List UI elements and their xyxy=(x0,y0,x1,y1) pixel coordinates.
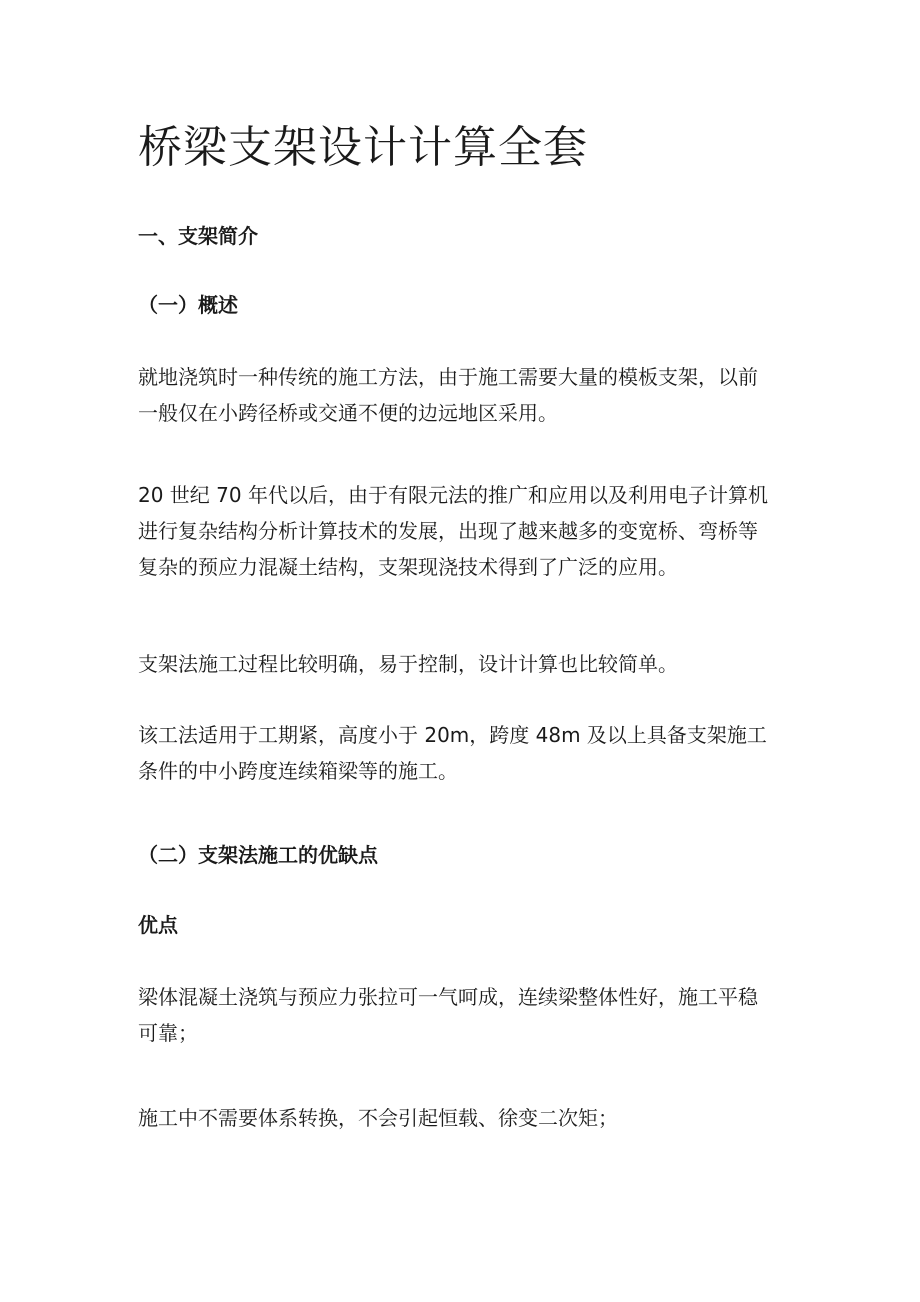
overview-paragraph-4 xyxy=(138,717,783,789)
advantage-item-2 xyxy=(138,1100,783,1136)
text-line: 一般仅在小跨径桥或交通不便的边远地区采用。 xyxy=(138,401,558,425)
overview-paragraph-1 xyxy=(138,359,783,431)
text-line: 进行复杂结构分析计算技术的发展，出现了越来越多的变宽桥、弯桥等 xyxy=(138,519,758,543)
overview-paragraph-2 xyxy=(138,477,783,585)
subsection-heading-pros-cons: （二）支架法施工的优缺点 xyxy=(138,843,378,867)
subsection-heading-overview: （一）概述 xyxy=(138,293,238,317)
overview-paragraph-3 xyxy=(138,646,783,682)
advantages-heading: 优点 xyxy=(138,913,178,937)
text-line: 条件的中小跨度连续箱梁等的施工。 xyxy=(138,759,458,783)
text-line: 梁体混凝土浇筑与预应力张拉可一气呵成，连续梁整体性好，施工平稳 xyxy=(138,985,758,1009)
text-line: 施工中不需要体系转换，不会引起恒载、徐变二次矩； xyxy=(138,1106,618,1130)
section-heading-intro: 一、支架简介 xyxy=(138,224,258,248)
text-line: 支架法施工过程比较明确，易于控制，设计计算也比较简单。 xyxy=(138,652,678,676)
text-line: 可靠； xyxy=(138,1021,198,1045)
text-line: 复杂的预应力混凝土结构，支架现浇技术得到了广泛的应用。 xyxy=(138,555,678,579)
advantage-item-1 xyxy=(138,979,783,1051)
text-line: 就地浇筑时一种传统的施工方法，由于施工需要大量的模板支架，以前 xyxy=(138,365,758,389)
text-line: 该工法适用于工期紧，高度小于 20m，跨度 48m 及以上具备支架施工 xyxy=(138,723,767,747)
document-title: 桥梁支架设计计算全套 xyxy=(138,122,588,173)
text-line: 20 世纪 70 年代以后，由于有限元法的推广和应用以及利用电子计算机 xyxy=(138,483,768,507)
